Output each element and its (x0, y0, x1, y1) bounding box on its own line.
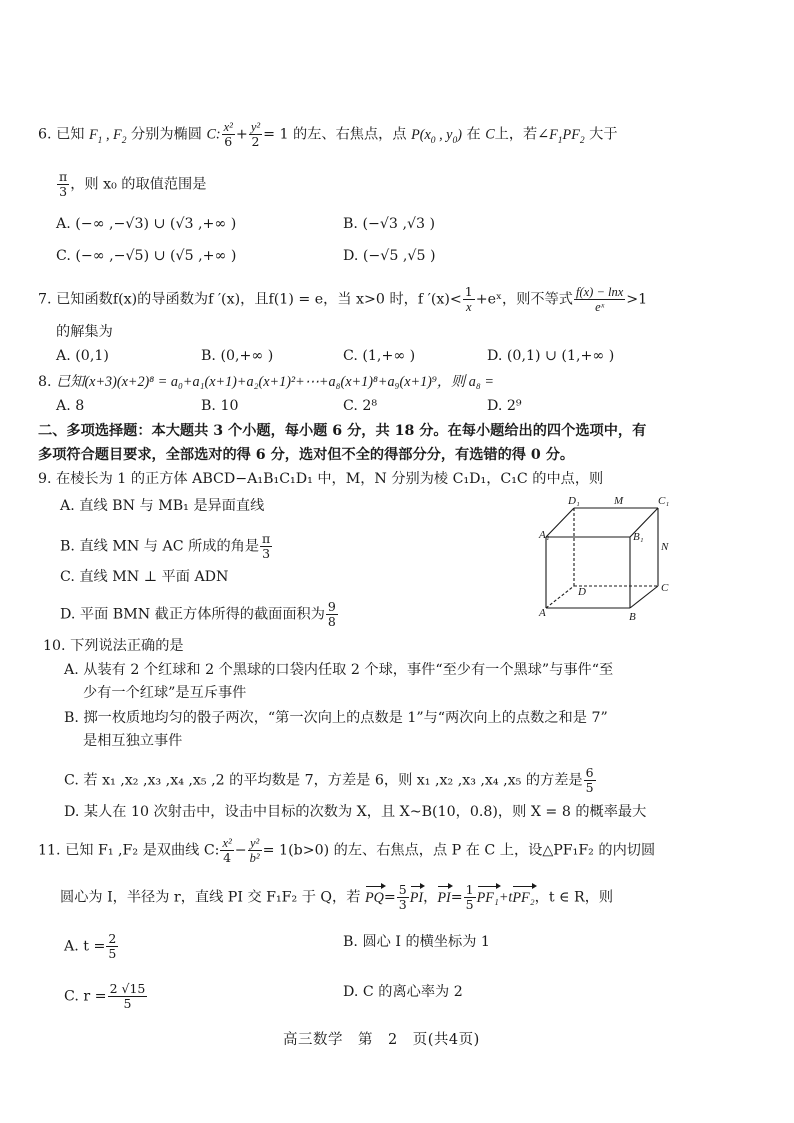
q11-text: = 1(b>0) 的左、右焦点，点 P 在 C 上，设△PF₁F₂ 的内切圆 (262, 842, 656, 859)
q6-option-b: B. (−√3 ,√3 ) (343, 216, 436, 232)
q11-frac-x: $\frac{\text{x²}}{4}$ (222, 836, 232, 865)
label-m: M (614, 495, 624, 507)
q10-stem: 10. 下列说法正确的是 (43, 638, 184, 654)
vector-pf2: PF₂ (512, 889, 535, 906)
vector-pq: PQ (364, 889, 384, 906)
q11-stem: 11. 已知 F₁ ,F₂ 是双曲线 C: $\frac{\text{x²}}{4}$ − $\frac{\text{y²}}{\text{b²}}$ = 1(b>0) 的左、右焦点，点 P 在 C 上，设△PF₁F₂ 的内切圆 (38, 836, 656, 865)
q9-b-text: B. 直线 MN 与 AC 所成的角是 (60, 538, 260, 555)
cube-figure (538, 490, 678, 622)
q6-curve: C: (206, 126, 221, 143)
q10-c-text: C. 若 x₁ ,x₂ ,x₃ ,x₄ ,x₅ ,2 的平均数是 7，方差是 6，则 x₁ ,x₂ ,x₃ ,x₄ ,x₅ 的方差是 (64, 772, 583, 789)
q8-option-c: C. 2⁸ (343, 398, 378, 414)
q9-option-b (60, 532, 273, 561)
q7-option-b: B. (0,+∞ ) (201, 348, 274, 364)
q7-number: 7. (38, 291, 52, 308)
q6-text: 大于 (589, 126, 618, 143)
q7-text: >1 (626, 291, 648, 308)
q11-eq: = (450, 889, 463, 906)
q11-text: ，t ∈ R，则 (534, 889, 614, 906)
q10-option-a-line1: A. 从装有 2 个红球和 2 个黑球的口袋内任取 2 个球，事件“至少有一个黑球”与事件“至 (64, 662, 614, 678)
label-a: A (539, 607, 546, 619)
q7-line2: 的解集为 (56, 324, 113, 340)
q10-option-b-line2: 是相互独立事件 (83, 733, 183, 749)
edge-bc (630, 586, 658, 608)
q7-option-d: D. (0,1) ∪ (1,+∞ ) (487, 348, 615, 364)
q10-c-frac: $\frac{6}{5}$ (585, 765, 594, 795)
q6-number: 6. (38, 126, 52, 143)
q6-option-a: A. (−∞ ,−√3) ∪ (√3 ,+∞ ) (56, 216, 237, 232)
label-a1: A₁ (539, 529, 550, 541)
vector-pi: PI (409, 889, 424, 906)
q11-text: 圆心为 I，半径为 r，直线 PI 交 F₁F₂ 于 Q，若 (60, 889, 361, 906)
q10-option-d: D. 某人在 10 次射击中，设击中目标的次数为 X，且 X~B(10，0.8)，则 X = 8 的概率最大 (64, 804, 647, 820)
q7-option-a: A. (0,1) (56, 348, 109, 364)
section2-header-line1: 二、多项选择题：本大题共 3 个小题，每小题 6 分，共 18 分。在每小题给出的四个选项中，有 (38, 423, 647, 439)
section2-header-line2: 多项符合题目要求，全部选对的得 6 分，选对但不全的得部分分，有选错的得 0 分。 (38, 447, 575, 463)
label-c1: C₁ (658, 495, 670, 507)
q7-frac1: $\frac{1}{x}$ (464, 284, 473, 314)
q7-option-c: C. (1,+∞ ) (343, 348, 416, 364)
q6-line2 (56, 170, 206, 199)
q11-c-text: C. r = (64, 988, 107, 1005)
q6-text: 已知 (56, 126, 85, 143)
q6-angle: $F_1PF_2$ (549, 126, 585, 146)
q9-d-frac: $\frac{9}{8}$ (327, 599, 336, 629)
label-n: N (661, 541, 669, 553)
label-d1: D₁ (568, 495, 580, 507)
q7-frac2: $\frac{f(x) - \ln x}{\text{eˣ}}$ (575, 285, 624, 314)
q10-option-c (64, 766, 597, 795)
q11-a-frac: $\frac{2}{5}$ (108, 931, 117, 961)
q6-text: 的左、右焦点，点 (293, 126, 407, 143)
q6-option-c: C. (−∞ ,−√5) ∪ (√5 ,+∞ ) (56, 248, 237, 264)
q11-text: 已知 F₁ ,F₂ 是双曲线 C: (65, 842, 220, 859)
label-c: C (661, 582, 669, 594)
edge-a1d1 (546, 508, 574, 537)
q6-frac-x: $\frac{\text{x²}}{6}$ (223, 120, 233, 149)
q8-stem (38, 372, 494, 392)
q7-stem (38, 285, 647, 314)
label-b: B (629, 611, 636, 622)
q11-c-frac: $\frac{2 √15}{5}$ (109, 981, 146, 1011)
q6-frac-y: $\frac{\text{y²}}{2}$ (250, 120, 261, 149)
q8-option-b: B. 10 (201, 398, 239, 414)
q6-text: ，则 x₀ 的取值范围是 (70, 176, 207, 193)
q11-option-d: D. C 的离心率为 2 (343, 984, 463, 1000)
q11-option-a (64, 932, 119, 961)
q11-number: 11. (38, 842, 61, 859)
q6-stem: 6. 已知 $F_1$ , $F_2$ 分别为椭圆 C: $\frac{\text{x²}}{6}$ + $\frac{\text{y²}}{2}$ = 1 的左、右焦点，点 $P(x_0$ , $y_0$) 在 C上，若$\angle F_1PF_2$ 大于 (38, 120, 618, 149)
q9-d-text: D. 平面 BMN 截正方体所得的截面面积为 (60, 606, 325, 623)
page-footer: 高三数学 第 2 页(共4页) (283, 1032, 480, 1048)
q10-option-b-line1: B. 掷一枚质地均匀的骰子两次，“第一次向上的点数是 1”与“两次向上的点数之和是 7” (64, 710, 608, 726)
q9-option-d (60, 600, 339, 629)
label-b1: B₁ (633, 531, 644, 543)
q11-eq: = (383, 889, 396, 906)
q11-comma: ， (423, 889, 438, 906)
q11-frac-15: $\frac{1}{5}$ (465, 882, 474, 912)
vector-pf1: PF₁ (476, 889, 499, 906)
q11-frac-53: $\frac{5}{3}$ (398, 882, 407, 912)
q6-text: 在 (466, 126, 481, 143)
q11-option-b: B. 圆心 I 的横坐标为 1 (343, 934, 490, 950)
q6-text: 上，若∠ (494, 126, 550, 143)
edge-ad-hidden (546, 586, 574, 608)
q9-stem: 9. 在棱长为 1 的正方体 ABCD−A₁B₁C₁D₁ 中，M，N 分别为棱 C₁D₁，C₁C 的中点，则 (38, 471, 604, 487)
q9-option-a: A. 直线 BN 与 MB₁ 是异面直线 (60, 498, 265, 514)
q11-option-c (64, 982, 148, 1011)
q6-point: $P(x_0$ , $y_0$) (411, 126, 462, 146)
q8-text: 已知(x+3)(x+2)⁸ = a₀+a₁(x+1)+a₂(x+1)²+⋯+a₈(x+1)⁸+a₉(x+1)⁹，则 a₈ = (56, 374, 494, 390)
vector-pi-2: PI (437, 889, 451, 906)
q7-text: 已知函数f(x)的导函数为f ′(x)，且f(1) = e，当 x>0 时，f ′(x)< (56, 291, 462, 308)
q8-number: 8. (38, 374, 52, 390)
q8-option-a: A. 8 (56, 398, 85, 414)
q11-frac-y: $\frac{\text{y²}}{\text{b²}}$ (249, 836, 260, 865)
q10-option-a-line2: 少有一个红球”是互斥事件 (83, 685, 247, 701)
q6-pi-frac: $\frac{\pi}{3}$ (59, 169, 68, 199)
q6-option-d: D. (−√5 ,√5 ) (343, 248, 436, 264)
label-d: D (578, 586, 586, 598)
q11-a-text: A. t = (64, 938, 106, 955)
q6-curve-ref: C (485, 126, 495, 143)
q8-option-d: D. 2⁹ (487, 398, 522, 414)
q11-plus-t: +t (498, 889, 513, 906)
q11-line2 (60, 883, 613, 912)
q9-option-c: C. 直线 MN ⊥ 平面 ADN (60, 569, 229, 585)
q6-text: 分别为椭圆 (130, 126, 202, 143)
q9-b-frac: $\frac{\pi}{3}$ (262, 531, 271, 561)
q7-text: +eˣ，则不等式 (475, 291, 573, 308)
q6-foci: $F_1$ , $F_2$ (88, 126, 127, 146)
